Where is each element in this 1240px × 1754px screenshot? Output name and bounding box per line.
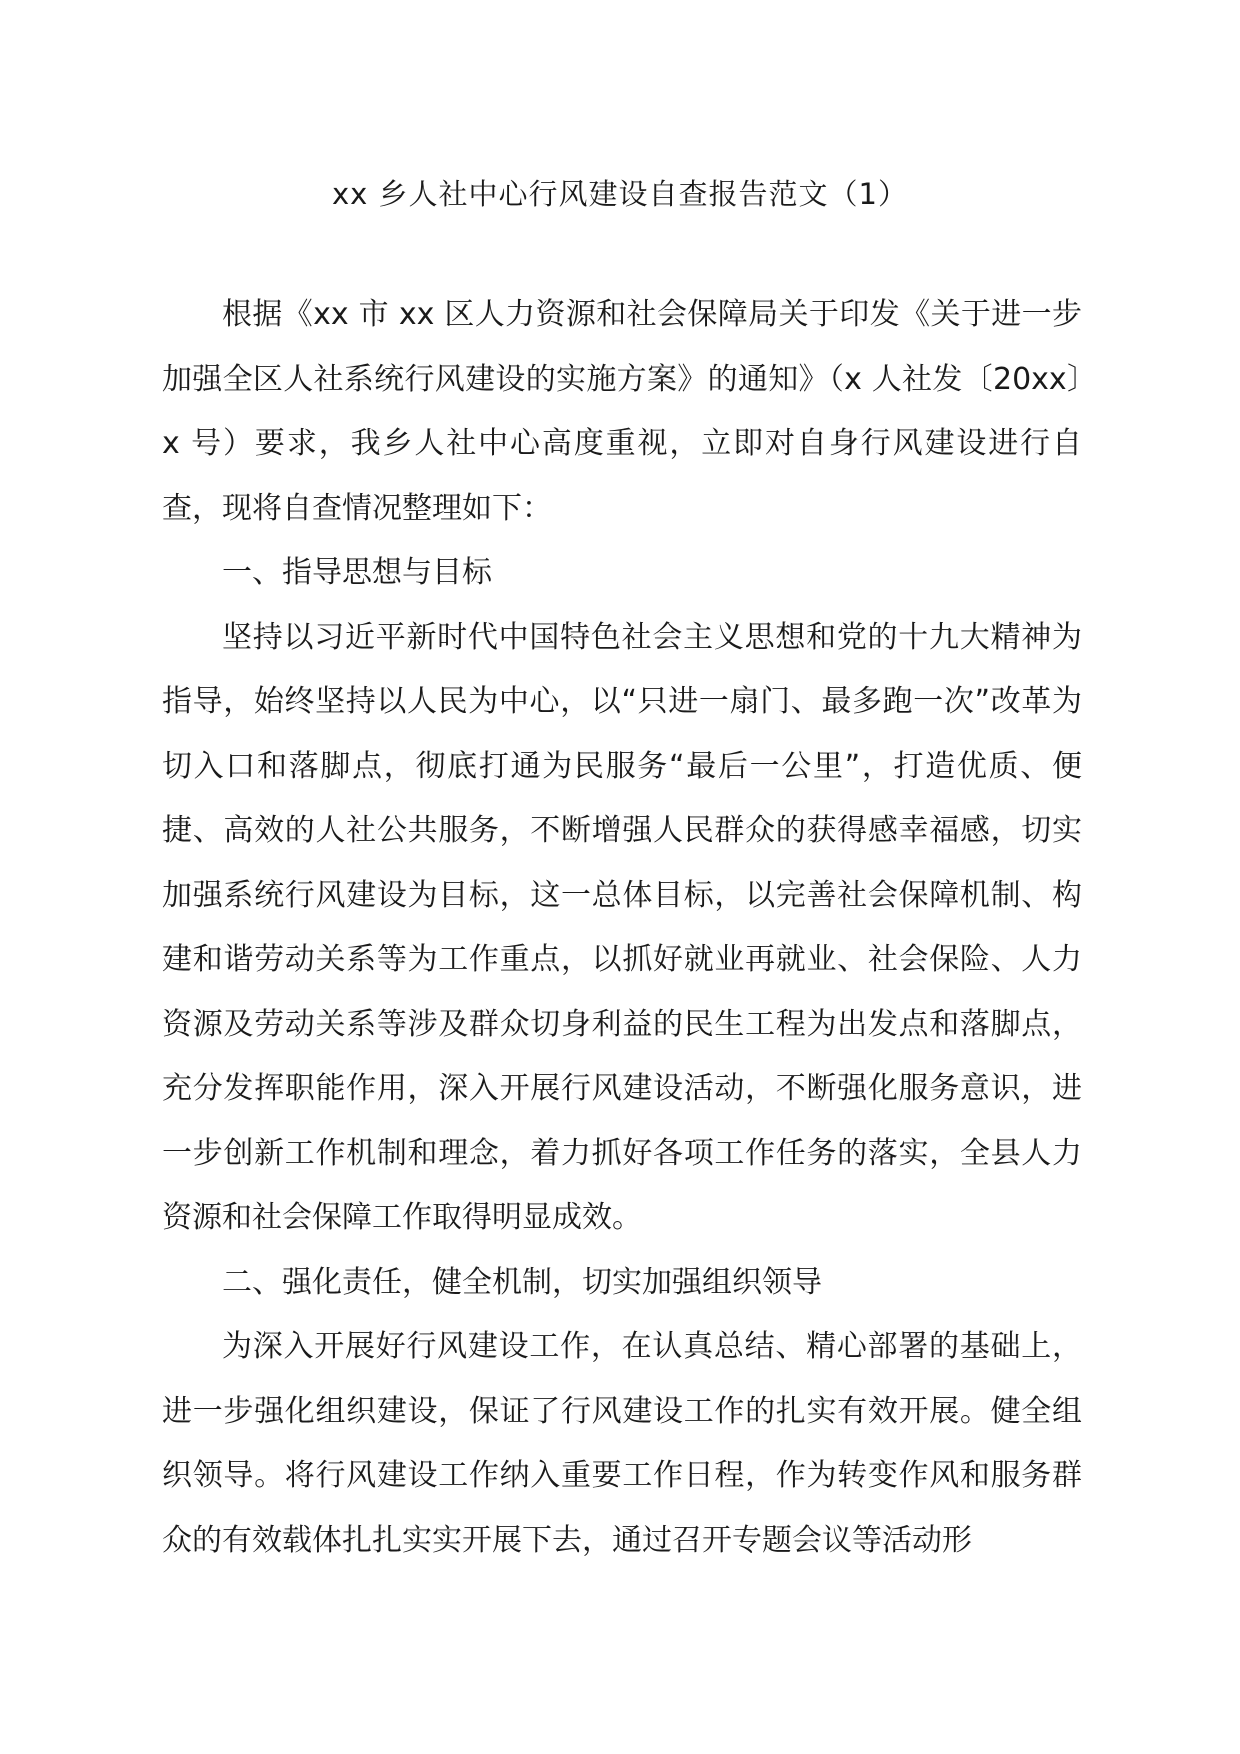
paragraph-intro: 根据《xx 市 xx 区人力资源和社会保障局关于印发《关于进一步加强全区人社系统行风建设的实施方案》的通知》（x 人社发〔20xx〕x 号）要求，我乡人社中心高度重视，立即对自身行风建设进行自查，现将自查情况整理如下： <box>162 297 1082 526</box>
paragraph-guiding-ideology: 坚持以习近平新时代中国特色社会主义思想和党的十九大精神为指导，始终坚持以人民为中心，以“只进一扇门、最多跑一次”改革为切入口和落脚点，彻底打通为民服务“最后一公里”，打造优质、便捷、高效的人社公共服务，不断增强人民群众的获得感幸福感，切实加强系统行风建设为目标，这一总体目标，以完善社会保障机制、构建和谐劳动关系等为工作重点，以抓好就业再就业、社会保险、人力资源及劳动关系等涉及群众切身利益的民生工程为出发点和落脚点，充分发挥职能作用，深入开展行风建设活动，不断强化服务意识，进一步创新工作机制和理念，着力抓好各项工作任务的落实，全县人力资源和社会保障工作取得明显成效。 <box>162 619 1082 1235</box>
section-heading-2: 二、强化责任，健全机制，切实加强组织领导 <box>222 1264 822 1300</box>
document-title: xx 乡人社中心行风建设自查报告范文（1） <box>332 177 908 211</box>
section-heading-1: 一、指导思想与目标 <box>222 555 492 590</box>
document-body <box>162 283 1082 1573</box>
paragraph-organization: 为深入开展好行风建设工作，在认真总结、精心部署的基础上，进一步强化组织建设，保证了行风建设工作的扎实有效开展。健全组织领导。将行风建设工作纳入重要工作日程，作为转变作风和服务群众的有效载体扎扎实实开展下去，通过召开专题会议等活动形 <box>162 1329 1082 1558</box>
